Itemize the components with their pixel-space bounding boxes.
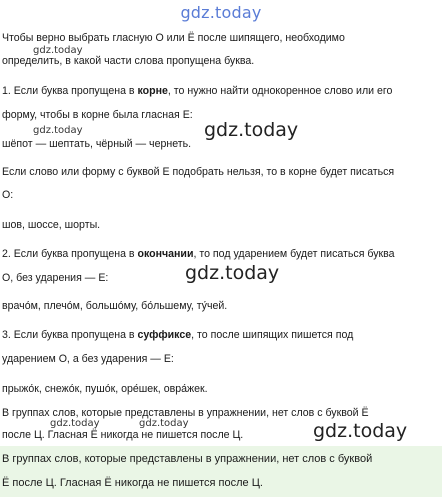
- intro-line-2: определить, в какой части слова пропущена буква.: [2, 55, 255, 67]
- rule-1-examples: шёпот — шептать, чёрный — чернеть.: [2, 138, 192, 150]
- answer-line-2: Ё после Ц. Гласная Ё никогда не пишется после Ц.: [2, 477, 263, 489]
- watermark: gdz.today: [204, 119, 299, 141]
- rule-1-line-2: форму, чтобы в корне была гласная Е:: [2, 109, 193, 121]
- watermark: gdz.today: [139, 418, 189, 429]
- watermark: gdz.today: [313, 420, 408, 442]
- watermark: gdz.today: [33, 125, 83, 136]
- watermark: gdz.today: [33, 45, 83, 56]
- rule-1-else-line-1: Если слово или форму с буквой Е подобрать нельзя, то в корне будет писаться: [2, 166, 395, 178]
- conclusion-line-1: В группах слов, которые представлены в упражнении, нет слов с буквой Ё: [2, 407, 369, 419]
- term-ending: окончании: [137, 248, 194, 260]
- rule-2-heading: 2. Если буква пропущена в окончании, то под ударением будет писаться буква: [2, 248, 395, 260]
- term-root: корне: [137, 85, 168, 97]
- rule-3-examples: прыжо́к, снежо́к, пушо́к, оре́шек, овра́жек.: [2, 383, 208, 395]
- intro-line-1: Чтобы верно выбрать гласную О или Ё после шипящего, необходимо: [2, 32, 345, 44]
- site-logo[interactable]: gdz.today: [180, 3, 262, 22]
- rule-2-line-2: О, без ударения — Е:: [2, 272, 109, 284]
- rule-1-examples-2: шов, шоссе, шорты.: [2, 219, 101, 231]
- rule-2-examples: врачо́м, плечо́м, большо́му, бо́льшему, ту́чей.: [2, 300, 228, 312]
- rule-3-line-2: ударением О, а без ударения — Е:: [2, 353, 174, 365]
- watermark: gdz.today: [50, 418, 100, 429]
- rule-3-heading: 3. Если буква пропущена в суффиксе, то после шипящих пишется под: [2, 329, 354, 341]
- watermark: gdz.today: [185, 262, 280, 284]
- term-suffix: суффиксе: [137, 329, 192, 341]
- conclusion-line-2: после Ц. Гласная Ё никогда не пишется после Ц.: [2, 429, 244, 441]
- rule-1-heading: 1. Если буква пропущена в корне, то нужно найти однокоренное слово или его: [2, 85, 393, 97]
- answer-box: [0, 446, 442, 497]
- rule-1-else-line-2: О:: [2, 189, 14, 201]
- answer-line-1: В группах слов, которые представлены в упражнении, нет слов с буквой: [2, 453, 373, 465]
